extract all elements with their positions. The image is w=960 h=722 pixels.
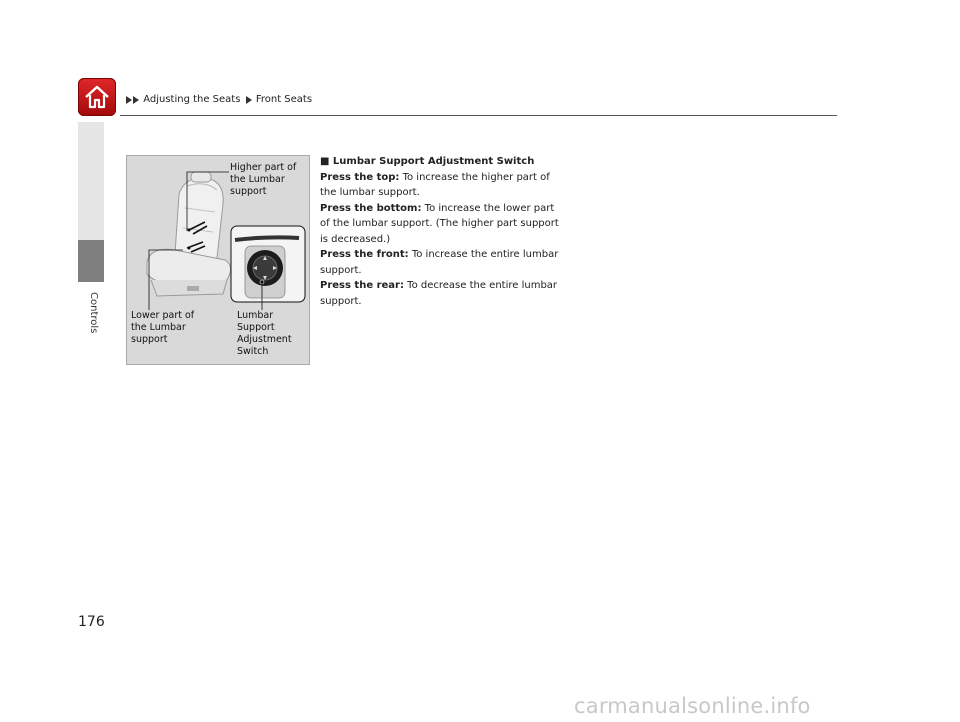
label-higher-lumbar: Higher part of the Lumbar support (230, 162, 297, 197)
instructions (320, 154, 560, 309)
side-tab-marker (78, 240, 104, 282)
instruction-item: Press the rear: To decrease the entire lumbar support. (320, 280, 558, 307)
breadcrumb-arrow-icon (126, 96, 132, 104)
header-divider (120, 115, 837, 116)
breadcrumb (126, 94, 314, 106)
breadcrumb-arrow-icon (246, 96, 252, 104)
breadcrumb-link-adjusting-seats[interactable]: Adjusting the Seats (143, 94, 241, 105)
instruction-item: Press the bottom: To increase the lower part of the lumbar support. (The higher part support is decreased.) (320, 202, 559, 245)
watermark: carmanualsonline.info (574, 694, 811, 718)
instruction-item: Press the top: To increase the higher part of the lumbar support. (320, 171, 550, 198)
side-tab-label[interactable]: Controls (88, 292, 99, 334)
breadcrumb-arrow-icon (133, 96, 139, 104)
label-lower-lumbar: Lower part of the Lumbar support (131, 310, 195, 345)
section-heading: ■ Lumbar Support Adjustment Switch (320, 156, 535, 167)
page-number: 176 (78, 614, 105, 630)
lumbar-figure (126, 155, 310, 365)
home-icon (83, 83, 111, 111)
breadcrumb-link-front-seats[interactable]: Front Seats (255, 94, 313, 105)
label-switch: Lumbar Support Adjustment Switch (237, 310, 292, 357)
instruction-item: Press the front: To increase the entire lumbar support. (320, 249, 559, 276)
home-button[interactable] (78, 78, 116, 116)
